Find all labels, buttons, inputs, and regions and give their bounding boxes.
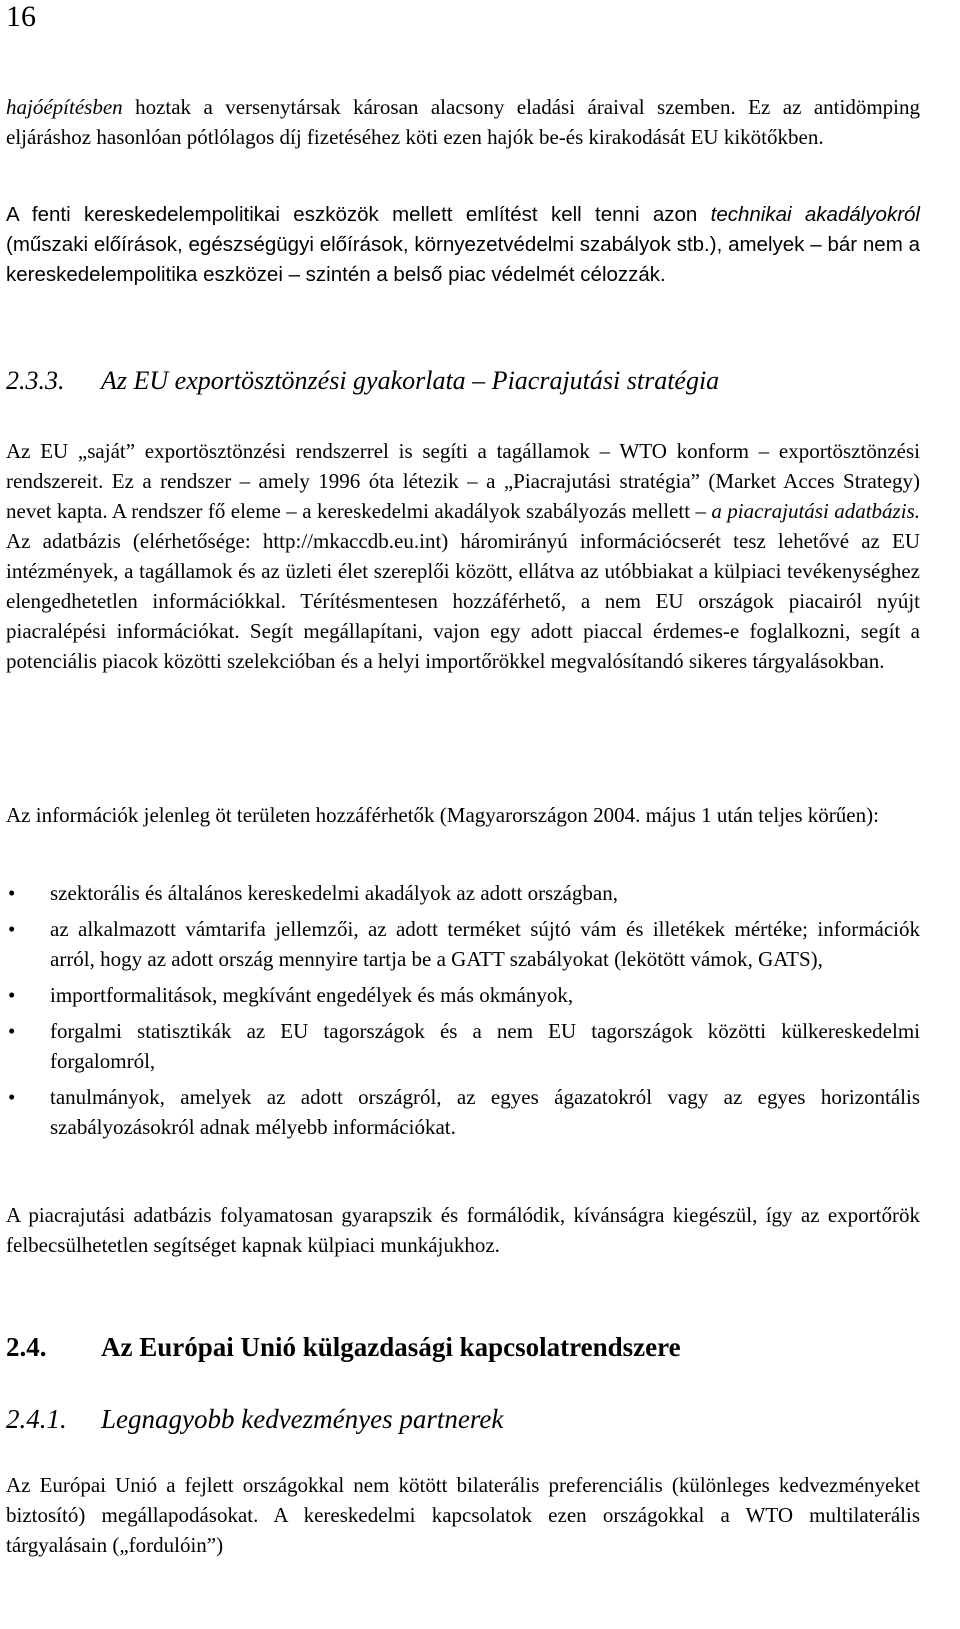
section-title: Legnagyobb kedvezményes partnerek [101, 1404, 504, 1434]
italic-term: hajóépítésben [6, 95, 123, 119]
list-item-text: importformalitások, megkívánt engedélyek és más okmányok, [50, 983, 574, 1007]
paragraph-text: (műszaki előírások, egészségügyi előírások, környezetvédelmi szabályok stb.), amelyek – bár nem a kereskedelempolitika eszközei – szintén a belső piac védelmét célozzák. [6, 233, 920, 286]
list-item [0, 878, 920, 908]
list-item [0, 1016, 920, 1076]
paragraph-mfn-partners: Az Európai Unió a fejlett országokkal nem kötött bilaterális preferenciális (különleges kedvezményeket biztosító) megállapodásokat. A kereskedelmi kapcsolatok ezen országokkal a WTO multilaterális tárgyalásain („fordulóin”) [6, 1473, 920, 1557]
paragraph-text: A fenti kereskedelempolitikai eszközök mellett említést kell tenni azon [6, 203, 711, 226]
list-item-text: forgalmi statisztikák az EU tagországok és a nem EU tagországok közötti külkereskedelmi forgalomról, [50, 1019, 920, 1073]
bullet-icon: • [8, 1085, 16, 1109]
list-item-text: tanulmányok, amelyek az adott országról, az egyes ágazatokról vagy az egyes horizontális szabályozásokról adnak mélyebb információkat. [50, 1085, 920, 1139]
paragraph-database-growth: A piacrajutási adatbázis folyamatosan gyarapszik és formálódik, kívánságra kiegészül, így az exportőrök felbecsülhetetlen segítséget kapnak külpiaci munkájukhoz. [6, 1203, 920, 1257]
list-item [0, 914, 920, 974]
bullet-icon: • [8, 1019, 16, 1043]
list-item-text: az alkalmazott vámtarifa jellemzői, az adott terméket sújtó vám és illetékek mértéke; információk arról, hogy az adott ország mennyire tartja be a GATT szabályokat (lekötött vámok, GATS), [50, 917, 920, 971]
paragraph-info-areas: Az információk jelenleg öt területen hozzáférhetők (Magyarországon 2004. május 1 után teljes körűen): [6, 803, 879, 827]
italic-term: a piacrajutási adatbázis. [711, 499, 920, 523]
section-heading-2-3-3 [6, 366, 719, 396]
section-heading-2-4-1 [6, 1404, 503, 1435]
paragraph-text: Az EU „saját” exportösztönzési rendszerrel is segíti a tagállamok – WTO konform – exportösztönzési rendszereit. Ez a rendszer – amely 1996 óta létezik – a „Piacrajutási stratégia” (Market Acces Strategy) nevet kapta. A rendszer fő eleme – a kereskedelmi akadályok szabályozás mellett – [6, 439, 920, 523]
paragraph-text: hoztak a versenytársak károsan alacsony eladási áraival szemben. Ez az antidömping eljáráshoz hasonlóan pótlólagos díj fizetéséhez köti ezen hajók be-és kirakodását EU kikötőkben. [6, 95, 920, 149]
list-item [0, 980, 920, 1010]
info-areas-list [0, 878, 920, 1148]
paragraph-text: Az adatbázis (elérhetősége: http://mkaccdb.eu.int) háromirányú információcserét tesz lehetővé az EU intézmények, a tagállamok és az üzleti élet szereplői között, ellátva az utóbbiakat a külpiaci tevékenységhez elengedhetetlen információkkal. Térítésmentesen hozzáférhető, a nem EU országok piacairól nyújt piacralépési információkat. Segít megállapítani, vajon egy adott piaccal érdemes-e foglalkozni, segít a potenciális piacok közötti szelekcióban és a helyi importőrökkel megvalósítandó sikeres tárgyalásokban. [6, 529, 920, 673]
italic-term: technikai akadályokról [710, 203, 920, 226]
paragraph-market-access [6, 436, 920, 676]
section-title: Az Európai Unió külgazdasági kapcsolatrendszere [101, 1332, 681, 1362]
list-item [0, 1082, 920, 1142]
section-number: 2.3.3. [6, 366, 65, 395]
section-number: 2.4. [6, 1332, 47, 1362]
section-title: Az EU exportösztönzési gyakorlata – Piacrajutási stratégia [101, 366, 720, 395]
list-item-text: szektorális és általános kereskedelmi akadályok az adott országban, [50, 881, 618, 905]
paragraph-technical-barriers [6, 200, 920, 290]
page-number: 16 [6, 0, 36, 33]
section-heading-2-4 [6, 1332, 681, 1363]
bullet-icon: • [8, 917, 16, 941]
bullet-icon: • [8, 983, 16, 1007]
paragraph-antidumping [6, 92, 920, 152]
section-number: 2.4.1. [6, 1404, 67, 1434]
bullet-icon: • [8, 881, 16, 905]
